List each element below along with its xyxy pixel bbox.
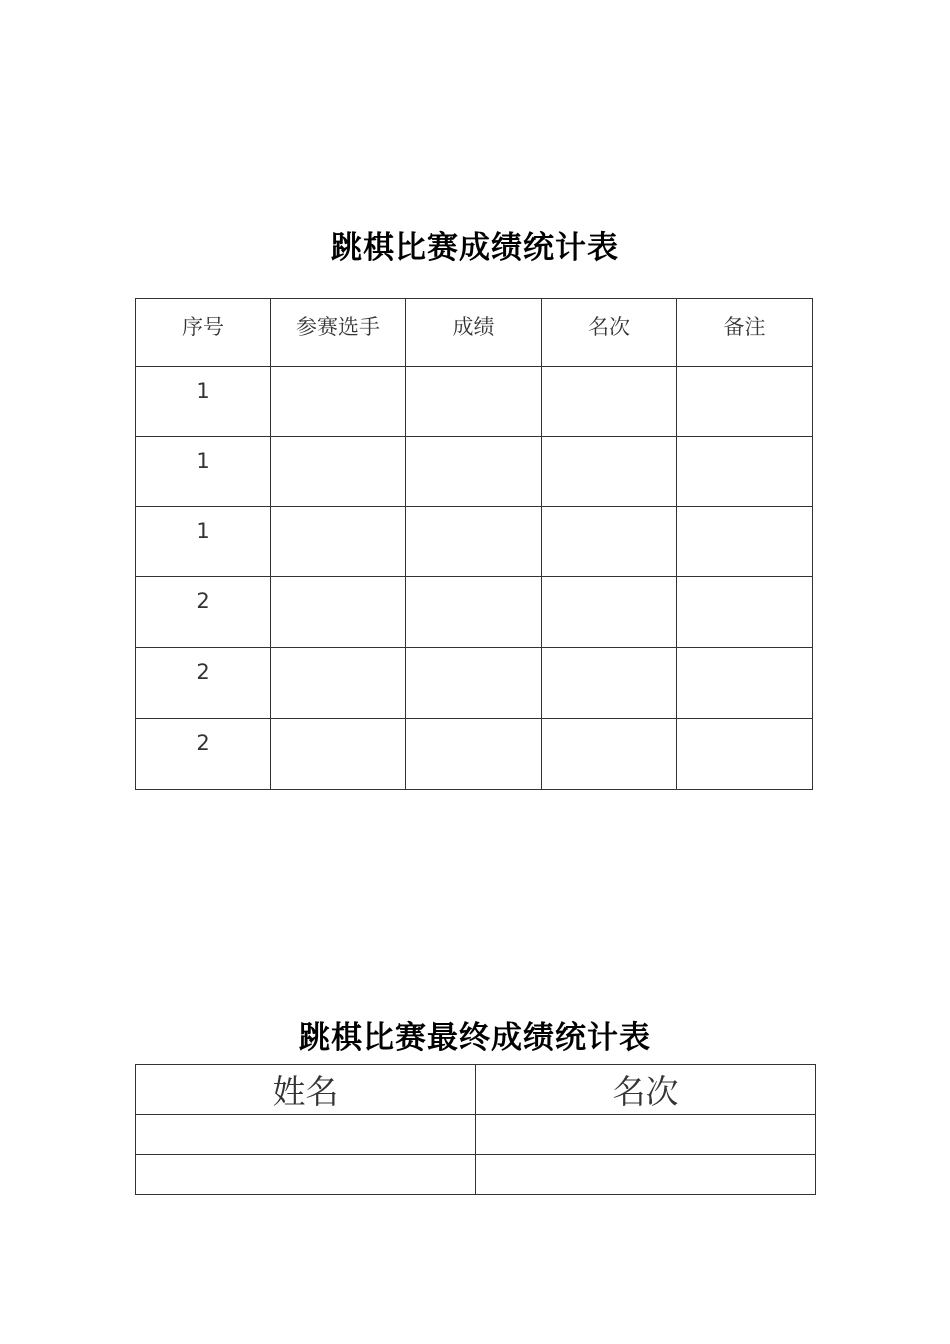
cell-player <box>271 577 406 648</box>
cell-score <box>406 648 542 719</box>
header-cell-player: 参赛选手 <box>271 299 406 367</box>
cell-index: 2 <box>136 719 271 790</box>
header-cell-remarks: 备注 <box>677 299 813 367</box>
table-row <box>136 437 813 507</box>
cell-score <box>406 577 542 648</box>
cell-score <box>406 719 542 790</box>
table-header-row <box>136 1065 816 1115</box>
cell-remarks <box>677 648 813 719</box>
cell-player <box>271 648 406 719</box>
cell-index: 1 <box>136 367 271 437</box>
cell-rank <box>542 437 677 507</box>
score-table <box>135 298 813 790</box>
table-row <box>136 648 813 719</box>
table-row <box>136 507 813 577</box>
cell-score <box>406 367 542 437</box>
cell-rank <box>542 367 677 437</box>
table-row <box>136 577 813 648</box>
final-table-title: 跳棋比赛最终成绩统计表 <box>299 1020 651 1056</box>
final-table <box>135 1064 816 1195</box>
cell-player <box>271 437 406 507</box>
header-cell-rank: 名次 <box>542 299 677 367</box>
cell-remarks <box>677 507 813 577</box>
cell-rank <box>542 719 677 790</box>
cell-rank <box>542 577 677 648</box>
cell-rank <box>542 507 677 577</box>
header-cell-rank: 名次 <box>476 1065 816 1115</box>
cell-index: 2 <box>136 648 271 719</box>
cell-name <box>136 1155 476 1195</box>
cell-score <box>406 507 542 577</box>
cell-score <box>406 437 542 507</box>
header-cell-index: 序号 <box>136 299 271 367</box>
cell-player <box>271 507 406 577</box>
cell-index: 2 <box>136 577 271 648</box>
header-cell-name: 姓名 <box>136 1065 476 1115</box>
cell-index: 1 <box>136 437 271 507</box>
cell-remarks <box>677 719 813 790</box>
cell-remarks <box>677 577 813 648</box>
cell-index: 1 <box>136 507 271 577</box>
cell-player <box>271 719 406 790</box>
cell-remarks <box>677 367 813 437</box>
table-row <box>136 719 813 790</box>
cell-player <box>271 367 406 437</box>
cell-rank <box>476 1115 816 1155</box>
cell-rank <box>476 1155 816 1195</box>
cell-rank <box>542 648 677 719</box>
header-cell-score: 成绩 <box>406 299 542 367</box>
cell-remarks <box>677 437 813 507</box>
table-row <box>136 1155 816 1195</box>
table-row <box>136 1115 816 1155</box>
table-header-row <box>136 299 813 367</box>
score-table-title: 跳棋比赛成绩统计表 <box>331 230 619 266</box>
table-row <box>136 367 813 437</box>
cell-name <box>136 1115 476 1155</box>
